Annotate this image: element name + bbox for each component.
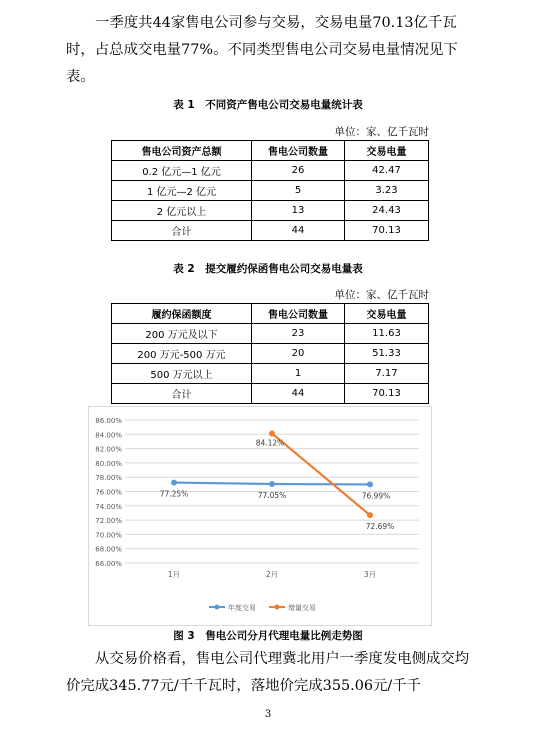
data-label: 77.25% bbox=[159, 489, 189, 499]
table-cell: 5 bbox=[252, 181, 345, 201]
y-tick-label: 74.00% bbox=[95, 502, 122, 511]
table-header-cell: 交易电量 bbox=[345, 141, 429, 161]
table-cell: 合计 bbox=[112, 221, 252, 241]
data-point bbox=[367, 512, 373, 518]
data-label: 76.99% bbox=[361, 491, 391, 501]
table-row bbox=[112, 324, 429, 344]
data-point bbox=[269, 430, 275, 436]
table1 bbox=[111, 140, 429, 241]
table-cell: 20 bbox=[252, 344, 345, 364]
data-point bbox=[269, 481, 275, 487]
legend-label: 年度交易 bbox=[228, 604, 256, 612]
x-tick-label: 3月 bbox=[363, 570, 377, 579]
legend-swatch-marker bbox=[215, 605, 220, 610]
data-label: 77.05% bbox=[257, 490, 287, 500]
y-tick-label: 70.00% bbox=[95, 531, 122, 540]
y-tick-label: 86.00% bbox=[95, 417, 122, 425]
y-tick-label: 84.00% bbox=[95, 431, 122, 440]
table-cell: 11.63 bbox=[345, 324, 429, 344]
table-row bbox=[112, 364, 429, 384]
table-header-cell: 售电公司数量 bbox=[252, 141, 345, 161]
table-cell: 2 亿元以上 bbox=[112, 201, 252, 221]
x-tick-label: 2月 bbox=[265, 570, 279, 579]
table-row bbox=[112, 161, 429, 181]
figure-caption: 图 3 售电公司分月代理电量比例走势图 bbox=[173, 630, 363, 642]
y-tick-label: 78.00% bbox=[95, 474, 122, 483]
table-row bbox=[112, 221, 429, 241]
table-cell: 44 bbox=[252, 384, 345, 404]
table-cell: 70.13 bbox=[345, 384, 429, 404]
data-point bbox=[171, 480, 177, 486]
table2-caption: 表 2 提交履约保函售电公司交易电量表 bbox=[173, 263, 363, 275]
data-label: 72.69% bbox=[365, 522, 395, 532]
table-cell: 13 bbox=[252, 201, 345, 221]
legend-label: 增量交易 bbox=[288, 604, 316, 612]
table-cell: 44 bbox=[252, 221, 345, 241]
table1-unit: 单位：家、亿千瓦时 bbox=[334, 126, 429, 138]
legend-swatch-marker bbox=[275, 605, 280, 610]
table1-caption: 表 1 不同资产售电公司交易电量统计表 bbox=[173, 99, 363, 111]
table-cell: 200 万元及以下 bbox=[112, 324, 252, 344]
table2-unit: 单位：家、亿千瓦时 bbox=[334, 289, 429, 301]
table-row bbox=[112, 384, 429, 404]
series-line-2 bbox=[272, 433, 370, 515]
table-header-row bbox=[112, 141, 429, 161]
y-tick-label: 72.00% bbox=[95, 517, 122, 526]
y-tick-label: 66.00% bbox=[95, 560, 122, 568]
table-cell: 51.33 bbox=[345, 344, 429, 364]
table2 bbox=[111, 303, 429, 404]
y-tick-label: 76.00% bbox=[95, 488, 122, 497]
table-header-cell: 售电公司资产总额 bbox=[112, 141, 252, 161]
data-point bbox=[367, 481, 373, 487]
table-cell: 3.23 bbox=[345, 181, 429, 201]
line-chart bbox=[88, 406, 432, 626]
table-cell: 1 bbox=[252, 364, 345, 384]
table-header-cell: 售电公司数量 bbox=[252, 304, 345, 324]
table-cell: 500 万元以上 bbox=[112, 364, 252, 384]
chart-svg bbox=[89, 407, 431, 625]
table-cell: 26 bbox=[252, 161, 345, 181]
x-tick-label: 1月 bbox=[167, 570, 181, 579]
table-cell: 24.43 bbox=[345, 201, 429, 221]
table-cell: 23 bbox=[252, 324, 345, 344]
table-cell: 70.13 bbox=[345, 221, 429, 241]
y-tick-label: 82.00% bbox=[95, 445, 122, 454]
y-tick-label: 68.00% bbox=[95, 545, 122, 554]
table-cell: 200 万元-500 万元 bbox=[112, 344, 252, 364]
table-cell: 1 亿元—2 亿元 bbox=[112, 181, 252, 201]
table-row bbox=[112, 344, 429, 364]
page-number: 3 bbox=[264, 709, 272, 720]
table-header-row bbox=[112, 304, 429, 324]
intro-paragraph: 一季度共44家售电公司参与交易，交易电量70.13亿千瓦时，占总成交电量77%。不同类型售电公司交易电量情况见下表。 bbox=[66, 15, 458, 85]
table-cell: 0.2 亿元—1 亿元 bbox=[112, 161, 252, 181]
table-header-cell: 履约保函额度 bbox=[112, 304, 252, 324]
y-tick-label: 80.00% bbox=[95, 459, 122, 468]
table-cell: 7.17 bbox=[345, 364, 429, 384]
closing-paragraph: 从交易价格看，售电公司代理冀北用户一季度发电侧成交均价完成345.77元/千千瓦时，落地价完成355.06元/千千 bbox=[66, 651, 470, 694]
table-header-cell: 交易电量 bbox=[345, 304, 429, 324]
table-cell: 合计 bbox=[112, 384, 252, 404]
table-row bbox=[112, 181, 429, 201]
table-row bbox=[112, 201, 429, 221]
data-label: 84.12% bbox=[255, 438, 285, 448]
table-cell: 42.47 bbox=[345, 161, 429, 181]
